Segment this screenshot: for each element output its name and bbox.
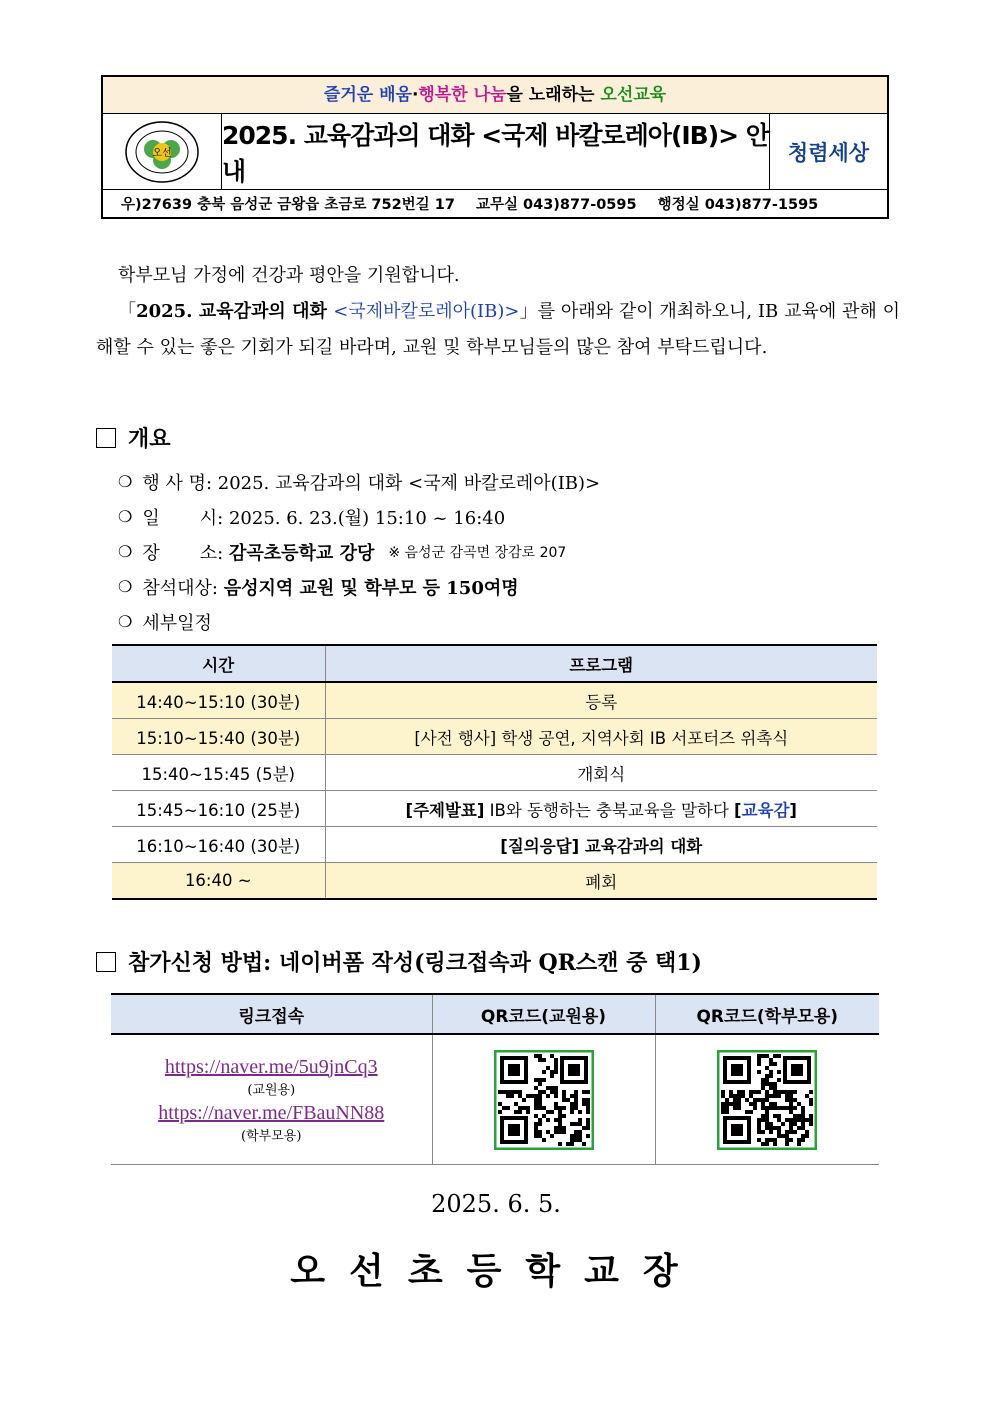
checkbox-icon <box>96 952 116 972</box>
program-text: 교육감과의 대화 <box>579 836 703 856</box>
intro-event-name: <국제바칼로레아(IB)> <box>333 301 520 322</box>
column-header: QR코드(교원용) <box>432 994 655 1034</box>
item-label: 참석대상: <box>142 577 224 599</box>
list-item <box>118 464 600 499</box>
teacher-link-label: (교원용) <box>247 1082 296 1098</box>
links-cell <box>111 1034 432 1165</box>
time-cell: 14:40~15:10 (30분) <box>112 682 325 719</box>
document-title: 2025. 교육감과의 대화 <국제 바칼로레아(IB)> 안내 <box>222 120 769 186</box>
qr-cell-parent <box>655 1034 879 1165</box>
circle-bullet-icon: ❍ <box>118 507 133 526</box>
teacher-form-link[interactable]: https://naver.me/5u9jnCq3 <box>164 1055 378 1078</box>
bracket-open: 「 <box>118 301 137 322</box>
program-tag: [주제발표] <box>405 800 485 820</box>
slogan-part: 오선교육 <box>600 85 667 105</box>
time-cell: 15:45~16:10 (25분) <box>112 791 325 827</box>
schedule-table <box>112 644 877 900</box>
item-value: 2025. 6. 23.(월) 15:10 ~ 16:40 <box>228 507 506 529</box>
program-cell <box>325 827 877 863</box>
list-item <box>118 534 600 569</box>
parent-form-link[interactable]: https://naver.me/FBauNN88 <box>158 1101 385 1124</box>
slogan-part: 을 노래하는 <box>506 85 601 105</box>
school-logo <box>103 114 222 189</box>
circle-bullet-icon: ❍ <box>118 577 133 596</box>
time-cell: 16:40 ~ <box>112 863 325 900</box>
program-cell: 등록 <box>325 682 877 719</box>
table-row <box>112 719 877 755</box>
item-label: 행 사 명: <box>142 472 218 494</box>
presenter: 교육감 <box>741 800 790 820</box>
office-phone: 교무실 043)877-0595 <box>475 197 637 213</box>
overview-heading <box>96 422 171 453</box>
school-emblem-icon <box>121 120 203 184</box>
registration-table <box>111 993 879 1165</box>
item-label: 일 시: <box>142 507 229 529</box>
time-cell: 15:40~15:45 (5분) <box>112 755 325 791</box>
letterhead <box>101 75 889 219</box>
intro-rest: 」를 아래와 같이 개최하오니, IB 교육에 관해 이해할 수 있는 좋은 기회가 되길 바라며, 교원 및 학부모님들의 많은 참여 부탁드립니다. <box>96 301 900 358</box>
intro-line-2 <box>96 294 900 366</box>
slogan <box>103 77 887 114</box>
slogan-part: · <box>411 85 419 105</box>
table-row <box>111 1034 879 1165</box>
table-row <box>112 827 877 863</box>
time-cell: 15:10~15:40 (30분) <box>112 719 325 755</box>
checkbox-icon <box>96 428 116 448</box>
circle-bullet-icon: ❍ <box>118 542 133 561</box>
bracket: [ <box>734 800 742 820</box>
slogan-part: 행복한 나눔 <box>418 85 507 105</box>
integrity-mark <box>769 114 887 189</box>
table-row <box>112 755 877 791</box>
table-header-row <box>112 645 877 682</box>
address-line <box>103 190 887 221</box>
item-label: 세부일정 <box>142 612 212 634</box>
integrity-mark-text: 청렴세상 <box>787 140 870 165</box>
issue-date: 2025. 6. 5. <box>431 1190 561 1218</box>
program-text: IB와 동행하는 충북교육을 말하다 <box>484 800 735 820</box>
column-header: 시간 <box>112 645 325 682</box>
table-row <box>112 791 877 827</box>
emblem-text: 오선 <box>152 147 172 159</box>
item-value: 2025. 교육감과의 대화 <국제 바칼로레아(IB)> <box>217 472 601 494</box>
item-value: 음성지역 교원 및 학부모 등 150여명 <box>223 577 519 599</box>
program-tag: [질의응답] <box>500 836 580 856</box>
intro-bold: 2025. 교육감과의 대화 <box>136 301 334 322</box>
program-cell <box>325 791 877 827</box>
list-item <box>118 604 600 639</box>
qr-code-parent-icon[interactable] <box>717 1050 817 1150</box>
registration-heading <box>96 946 702 977</box>
qr-cell-teacher <box>432 1034 655 1165</box>
overview-list <box>118 464 600 639</box>
program-cell: 폐회 <box>325 863 877 900</box>
address: 우)27639 충북 음성군 금왕읍 초금로 752번길 17 <box>121 197 455 213</box>
table-row <box>112 682 877 719</box>
list-item <box>118 499 600 534</box>
admin-phone: 행정실 043)877-1595 <box>657 197 819 213</box>
item-note: ※ 음성군 감곡면 장감로 207 <box>388 544 567 561</box>
table-row <box>112 863 877 900</box>
circle-bullet-icon: ❍ <box>118 472 133 491</box>
column-header: QR코드(학부모용) <box>655 994 879 1034</box>
program-cell: 개회식 <box>325 755 877 791</box>
qr-code-teacher-icon[interactable] <box>494 1050 594 1150</box>
circle-bullet-icon: ❍ <box>118 612 133 631</box>
intro-paragraph <box>96 258 900 366</box>
item-label: 장 소: <box>142 542 229 564</box>
column-header: 프로그램 <box>325 645 877 682</box>
item-value: 감곡초등학교 강당 <box>228 542 375 564</box>
registration-heading-text: 참가신청 방법: 네이버폼 작성(링크접속과 QR스캔 중 택1) <box>128 950 702 976</box>
parent-link-label: (학부모용) <box>241 1128 302 1144</box>
slogan-part: 배움 <box>379 85 412 105</box>
slogan-part: 즐거운 <box>323 85 380 105</box>
overview-heading-text: 개요 <box>128 426 171 452</box>
program-cell: [사전 행사] 학생 공연, 지역사회 IB 서포터즈 위촉식 <box>325 719 877 755</box>
list-item <box>118 569 600 604</box>
column-header: 링크접속 <box>111 994 432 1034</box>
table-header-row <box>111 994 879 1034</box>
intro-line-1: 학부모님 가정에 건강과 평안을 기원합니다. <box>118 265 460 286</box>
signer: 오선초등학교장 <box>290 1250 702 1292</box>
time-cell: 16:10~16:40 (30분) <box>112 827 325 863</box>
bracket: ] <box>789 800 797 820</box>
